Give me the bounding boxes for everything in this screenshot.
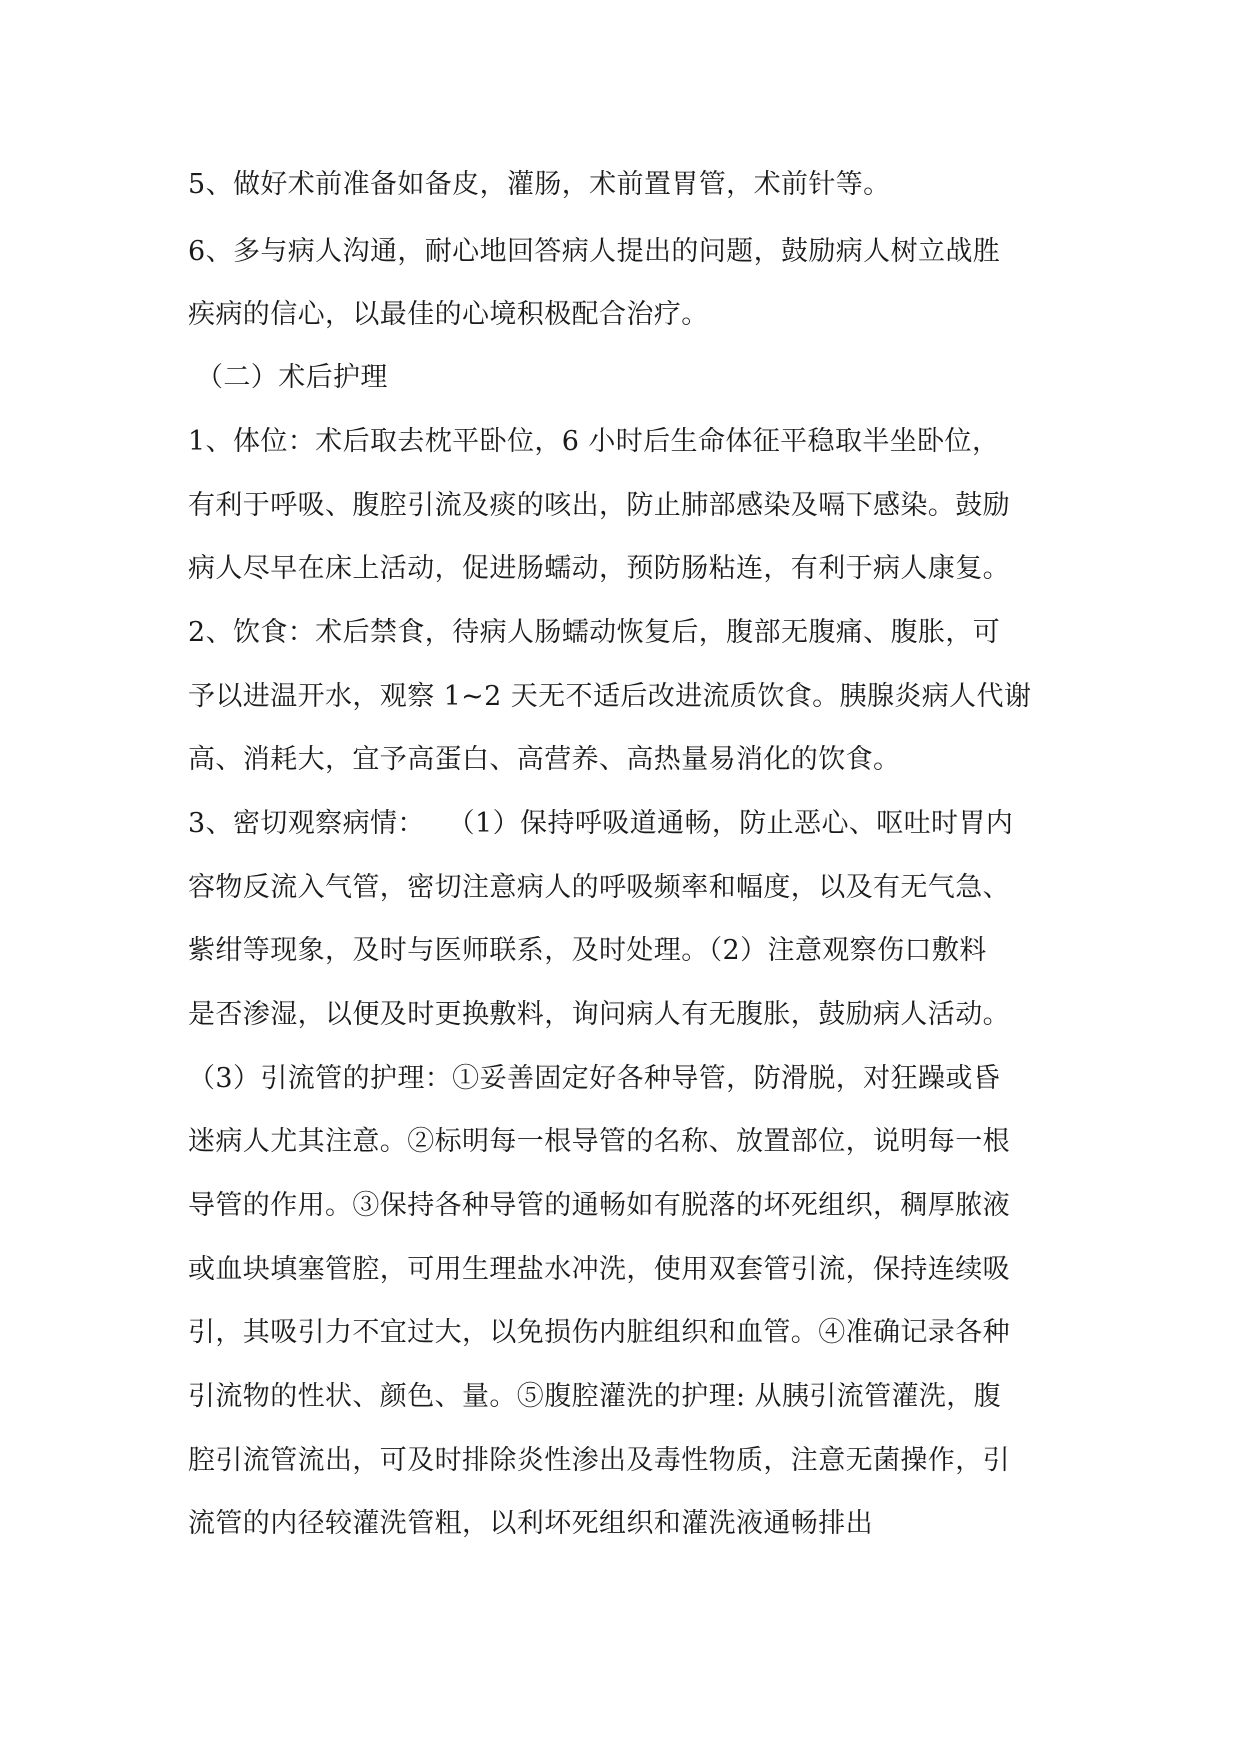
text-line: 容物反流入气管，密切注意病人的呼吸频率和幅度，以及有无气急、 — [188, 872, 1010, 903]
text-line: 是否渗湿，以便及时更换敷料，询问病人有无腹胀，鼓励病人活动。 — [188, 999, 1010, 1030]
text-line: 病人尽早在床上活动，促进肠蠕动，预防肠粘连，有利于病人康复。 — [188, 553, 1010, 584]
text-line: 导管的作用。③保持各种导管的通畅如有脱落的坏死组织，稠厚脓液 — [188, 1190, 1010, 1221]
text-line: 予以进温开水，观察 1~2 天无不适后改进流质饮食。胰腺炎病人代谢 — [188, 681, 1032, 712]
text-line: 紫绀等现象，及时与医师联系，及时处理。（2）注意观察伤口敷料 — [188, 935, 987, 966]
section-heading: （二）术后护理 — [196, 362, 388, 393]
text-line: 5、做好术前准备如备皮，灌肠，术前置胃管，术前针等。 — [188, 169, 891, 200]
text-line: 有利于呼吸、腹腔引流及痰的咳出，防止肺部感染及嗝下感染。鼓励 — [188, 490, 1010, 521]
text-line: 3、密切观察病情： （1）保持呼吸道通畅，防止恶心、呕吐时胃内 — [188, 808, 1014, 839]
text-line: 1、体位：术后取去枕平卧位，6 小时后生命体征平稳取半坐卧位， — [188, 426, 1000, 457]
text-line: 或血块填塞管腔，可用生理盐水冲洗，使用双套管引流，保持连续吸 — [188, 1254, 1010, 1285]
text-line: 引流物的性状、颜色、量。⑤腹腔灌洗的护理: 从胰引流管灌洗，腹 — [188, 1381, 1002, 1412]
text-line: 流管的内径较灌洗管粗，以利坏死组织和灌洗液通畅排出 — [188, 1508, 873, 1539]
text-line: 迷病人尤其注意。②标明每一根导管的名称、放置部位，说明每一根 — [188, 1126, 1010, 1157]
text-line: 腔引流管流出，可及时排除炎性渗出及毒性物质，注意无菌操作，引 — [188, 1445, 1010, 1476]
text-line: 2、饮食：术后禁食，待病人肠蠕动恢复后，腹部无腹痛、腹胀，可 — [188, 617, 1001, 648]
text-line: 疾病的信心，以最佳的心境积极配合治疗。 — [188, 299, 709, 330]
text-line: 6、多与病人沟通，耐心地回答病人提出的问题，鼓励病人树立战胜 — [188, 236, 1001, 267]
text-line: （3）引流管的护理：①妥善固定好各种导管，防滑脱，对狂躁或昏 — [188, 1063, 1001, 1094]
text-line: 高、消耗大，宜予高蛋白、高营养、高热量易消化的饮食。 — [188, 744, 901, 775]
text-line: 引，其吸引力不宜过大，以免损伤内脏组织和血管。④准确记录各种 — [188, 1317, 1010, 1348]
